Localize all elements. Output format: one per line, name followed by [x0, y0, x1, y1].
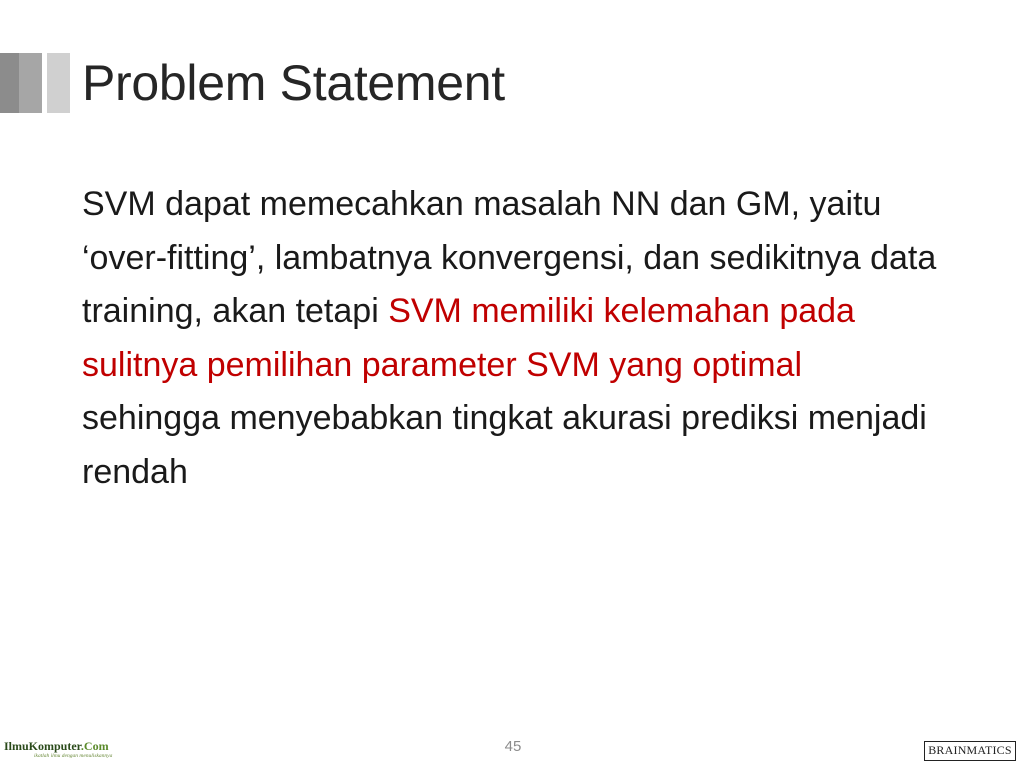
logo-suffix: .Com	[80, 739, 109, 753]
slide-body	[82, 178, 942, 499]
logo-name: IlmuKomputer	[4, 739, 81, 753]
body-text-segment: SVM dapat memecahkan masalah NN dan GM, yaitu ‘over-fitting’, lambatnya konvergensi, dan sedikitnya data training, akan tetapi	[82, 185, 937, 330]
accent-bar	[19, 53, 42, 113]
highlighted-text-segment: SVM memiliki kelemahan pada sulitnya pemilihan parameter SVM yang optimal	[82, 292, 855, 384]
body-text-segment: sehingga menyebabkan tingkat akurasi prediksi menjadi rendah	[82, 399, 927, 491]
logo-tagline: ikatlah ilmu dengan menuliskannya	[34, 753, 113, 759]
accent-bar	[47, 53, 70, 113]
page-number: 45	[504, 738, 522, 755]
title-accent-bars	[0, 53, 72, 113]
ilmukomputer-logo	[4, 739, 116, 765]
brainmatics-logo: BRAINMATICS	[924, 741, 1016, 761]
slide-title: Problem Statement	[82, 55, 505, 111]
